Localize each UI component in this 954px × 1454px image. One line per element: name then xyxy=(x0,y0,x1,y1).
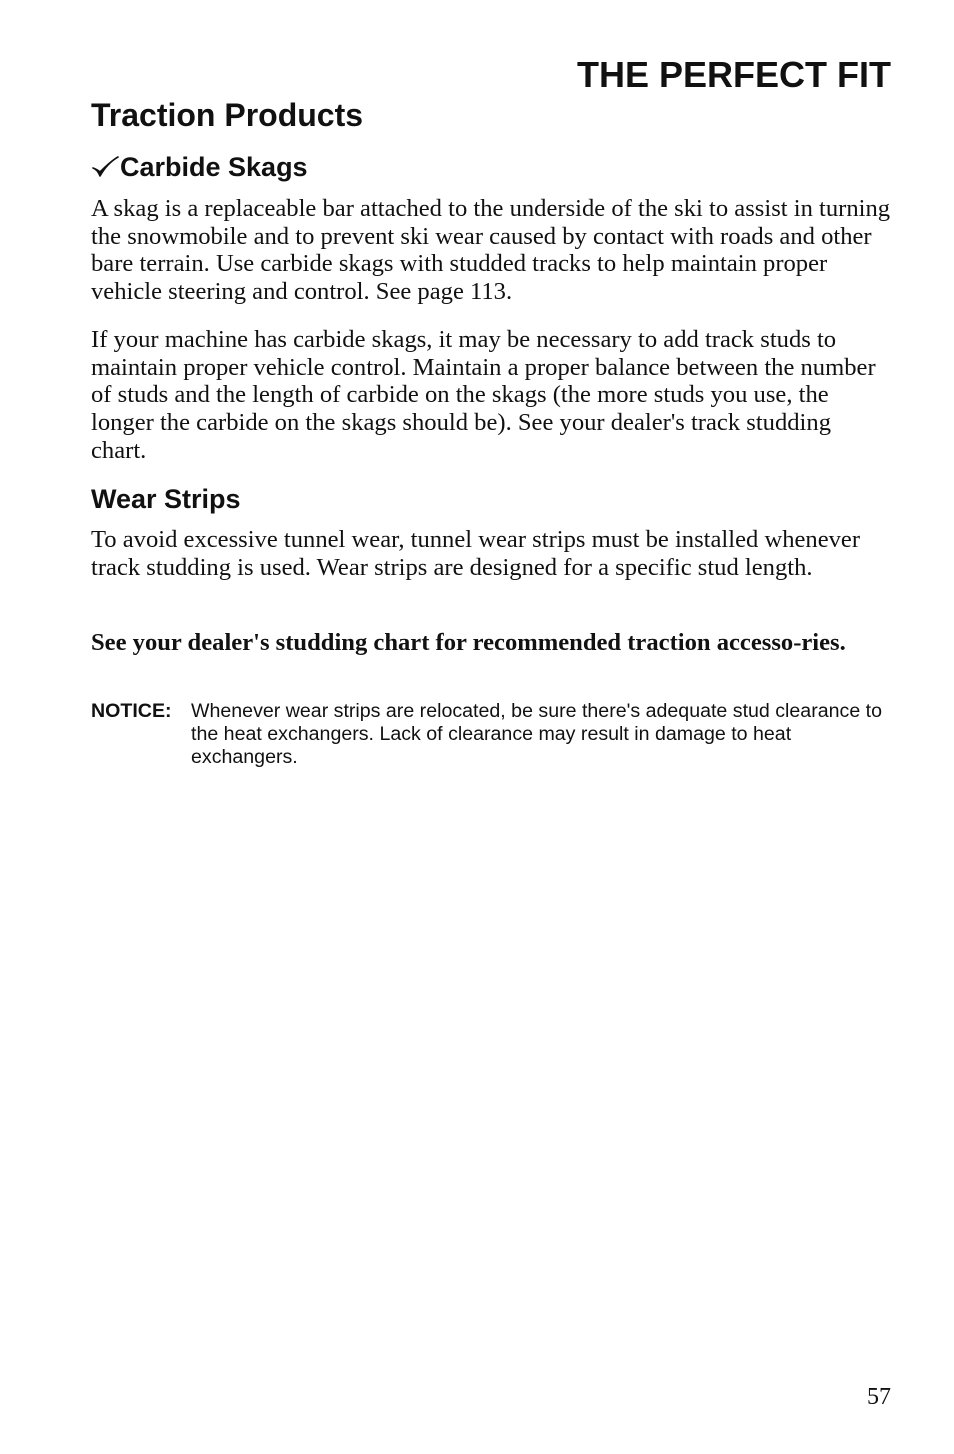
chapter-title: THE PERFECT FIT xyxy=(577,54,891,95)
carbide-skags-heading xyxy=(91,151,308,183)
section-title: Traction Products xyxy=(91,97,364,133)
studding-chart-note: See your dealer's studding chart for recommended traction accesso-ries. xyxy=(91,629,846,656)
page-number: 57 xyxy=(867,1384,891,1410)
wear-strips-heading: Wear Strips xyxy=(91,484,241,514)
wear-strips-paragraph: To avoid excessive tunnel wear, tunnel wear strips must be installed whenever track studding is used. Wear strips are designed for a specific stud length. xyxy=(91,526,861,581)
carbide-skags-paragraph-1: A skag is a replaceable bar attached to the underside of the ski to assist in turning the snowmobile and to prevent ski wear caused by contact with roads and other bare terrain. Use carbide skags with studded tracks to help maintain proper vehicle steering and control. See page 113. xyxy=(91,195,891,306)
notice-text: Whenever wear strips are relocated, be sure there's adequate stud clearance to the heat exchangers. Lack of clearance may result in damage to heat exchangers. xyxy=(191,700,882,768)
notice-block xyxy=(91,700,891,769)
carbide-skags-paragraph-2: If your machine has carbide skags, it may be necessary to add track studs to maintain proper vehicle control. Maintain a proper balance between the number of studs and the length of carbide on the skags (the more studs you use, the longer the carbide on the skags should be). See your dealer's track studding chart. xyxy=(91,326,876,464)
carbide-skags-heading-text: Carbide Skags xyxy=(120,152,308,182)
checkmark-icon xyxy=(91,155,119,179)
notice-label: NOTICE: xyxy=(91,700,172,722)
